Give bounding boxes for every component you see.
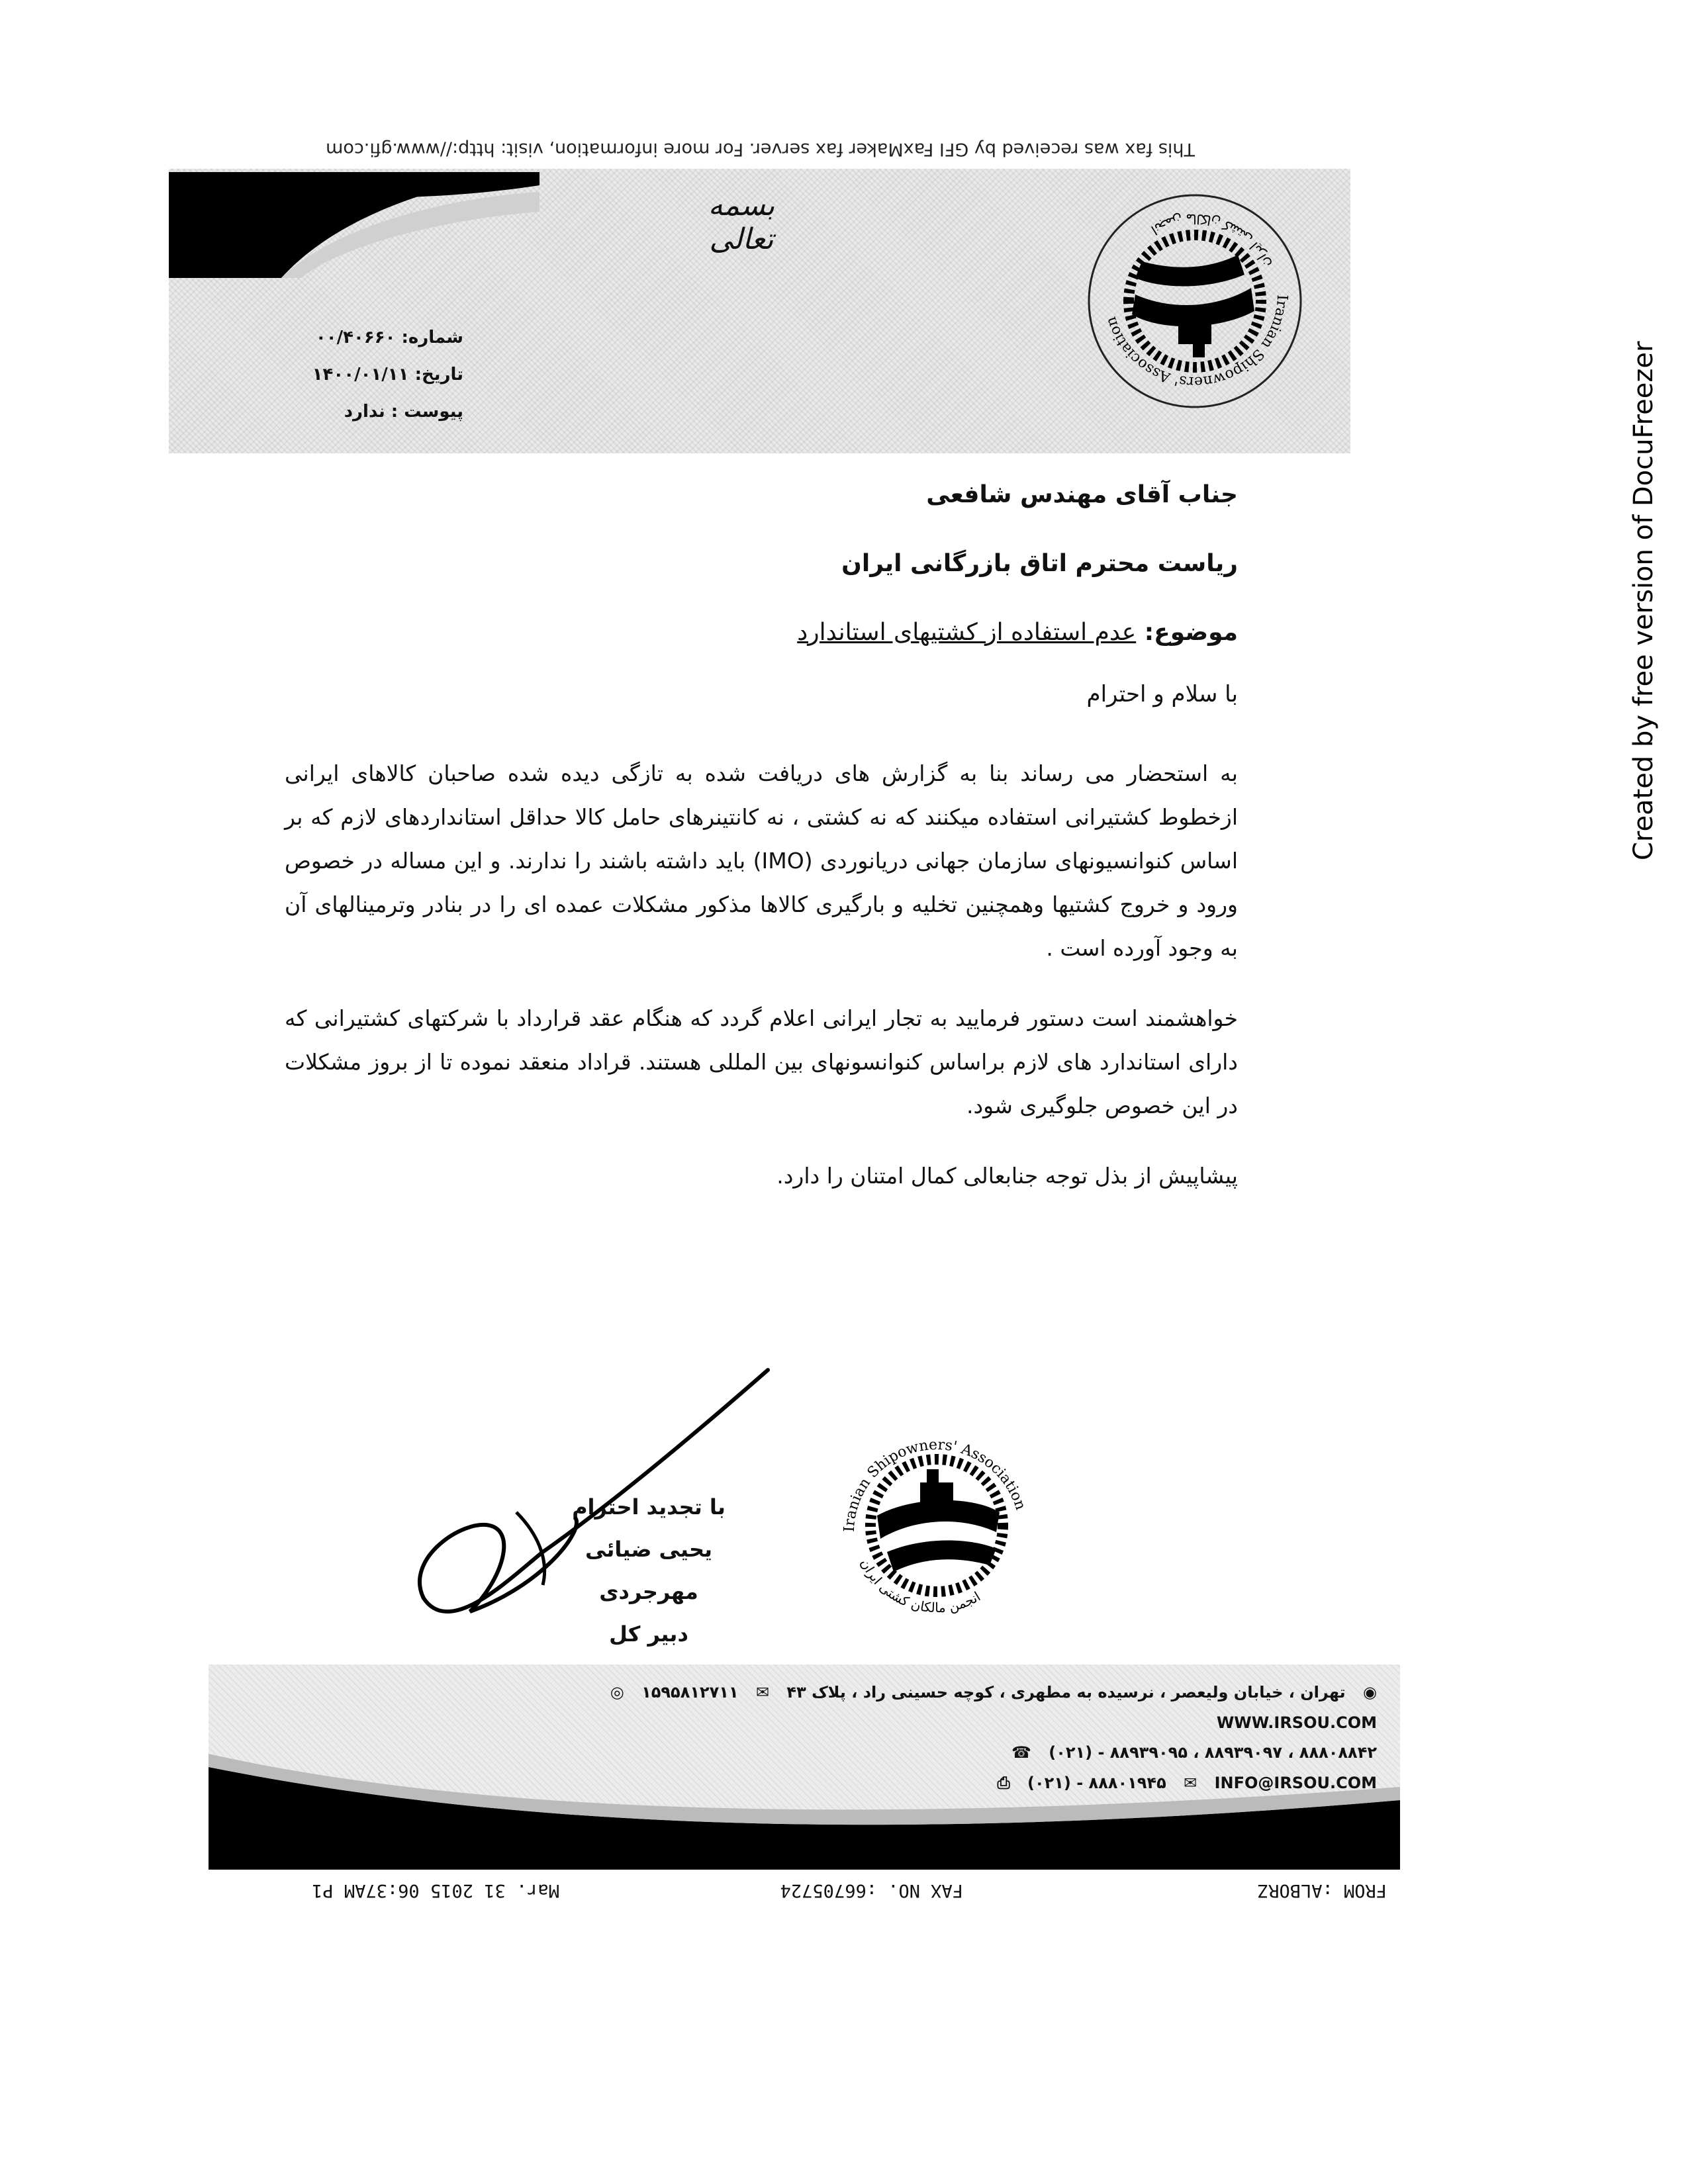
footer-phones: (۰۲۱) - ۸۸۹۳۹۰۹۵ ، ۸۸۹۳۹۰۹۷ ، ۸۸۸۰۸۸۴۲ — [1049, 1743, 1377, 1762]
recipient-title: ریاست محترم اتاق بازرگانی ایران — [841, 549, 1238, 577]
location-icon: ◉ — [1363, 1683, 1377, 1702]
recipient-name: جناب آقای مهندس شافعی — [926, 481, 1238, 508]
closing-line: پیشاپیش از بذل توجه جنابعالی کمال امتنان را دارد. — [776, 1163, 1238, 1189]
postal-icon: ✉ — [755, 1683, 770, 1702]
footer-swoosh — [209, 1754, 1400, 1870]
signatory-role: دبیر کل — [609, 1621, 688, 1647]
signature-regards: با تجدید احترام — [572, 1494, 726, 1520]
paragraph-1: به استحضار می رساند بنا به گزارش های دریافت شده به تازگی دیده شده صاحبان کالاهای ایرانی ازخطوط کشتیرانی استفاده میکنند که نه کشتی ، نه کانتینرهای حامل کالا حداقل استانداردهای لازم که بر اساس کنوانسیونهای سازمان جهانی دریانوردی (IMO) باید داشته باشند را ندارند. و این مساله در خصوص ورود و خروج کشتیها وهمچنین تخلیه و بارگیری کالاها مذکور مشکلات عمده ای را در بنادر وترمینالهای آن به وجود آورده است . — [285, 760, 1238, 962]
phone-icon: ☎ — [1011, 1743, 1031, 1762]
letter-subject — [285, 614, 1238, 651]
docufreezer-watermark: Created by free version of DocuFreezer — [1628, 341, 1659, 860]
letter-attachment: پیوست : ندارد — [344, 402, 463, 422]
fax-transmission-footer — [261, 1874, 1387, 1901]
fax-icon: ⎙ — [997, 1773, 1010, 1792]
footer-address: تهران ، خیابان ولیعصر ، نرسیده به مطهری ، کوچه حسینی راد ، پلاک ۴۳ — [786, 1683, 1346, 1702]
logo-text-fa: انجمن مالکان کشتی ایران — [1148, 210, 1274, 271]
globe-icon: ◎ — [610, 1683, 624, 1702]
logo-text-en: Iranian Shipowners' Association — [841, 1436, 1029, 1533]
letter-meta — [265, 328, 463, 439]
logo-text-fa: انجمن مالکان کشتی ایران — [857, 1556, 984, 1616]
association-logo-top — [1086, 192, 1304, 410]
footer-row-address — [463, 1678, 1377, 1738]
subject-value: عدم استفاده از کشتیهای استاندارد — [797, 618, 1137, 646]
greeting: با سلام و احترام — [1086, 681, 1238, 708]
fax-from: FROM :ALBORZ — [1257, 1880, 1387, 1901]
letter-body — [285, 477, 1238, 1224]
handwritten-signature — [410, 1360, 781, 1638]
footer-fax: (۰۲۱) - ۸۸۸۰۱۹۴۵ — [1027, 1773, 1166, 1792]
subject-label: موضوع: — [1144, 618, 1238, 646]
letter-date: تاریخ: ۱۴۰۰/۰۱/۱۱ — [312, 365, 463, 385]
letterhead-swoosh-top — [169, 172, 539, 278]
basmala-heading: بسمه تعالی — [708, 189, 775, 256]
letter-number: شماره: ۰۰/۴۰۶۶۰ — [315, 328, 463, 347]
footer-web: WWW.IRSOU.COM — [1216, 1713, 1377, 1732]
footer-email: INFO@IRSOU.COM — [1214, 1773, 1377, 1792]
fax-number: FAX NO. :66705724 — [780, 1880, 963, 1901]
signatory-name: یحیی ضیائی مهرجردی — [585, 1537, 713, 1604]
association-logo-bottom — [827, 1416, 1046, 1635]
fax-date: Mar. 31 2015 06:37AM P1 — [312, 1880, 559, 1901]
mail-icon: ✉ — [1184, 1773, 1197, 1792]
paragraph-2: خواهشمند است دستور فرمایید به تجار ایرانی اعلام گردد که هنگام عقد قرارداد با شرکتهای کشتیرانی که دارای استاندارد های لازم براساس کنوانسونهای بین المللی هستند. قراداد منعقد نموده تا از بروز مشکلات در این خصوص جلوگیری شود. — [285, 1005, 1238, 1119]
logo-text-en: Iranian Shipowners' Association — [1102, 294, 1291, 390]
fax-header-line: This fax was received by GFI FaxMaker fax server. For more information, visit: http://www.gfi.com — [326, 139, 1195, 159]
footer-postal: ۱۵۹۵۸۱۲۷۱۱ — [641, 1683, 739, 1702]
